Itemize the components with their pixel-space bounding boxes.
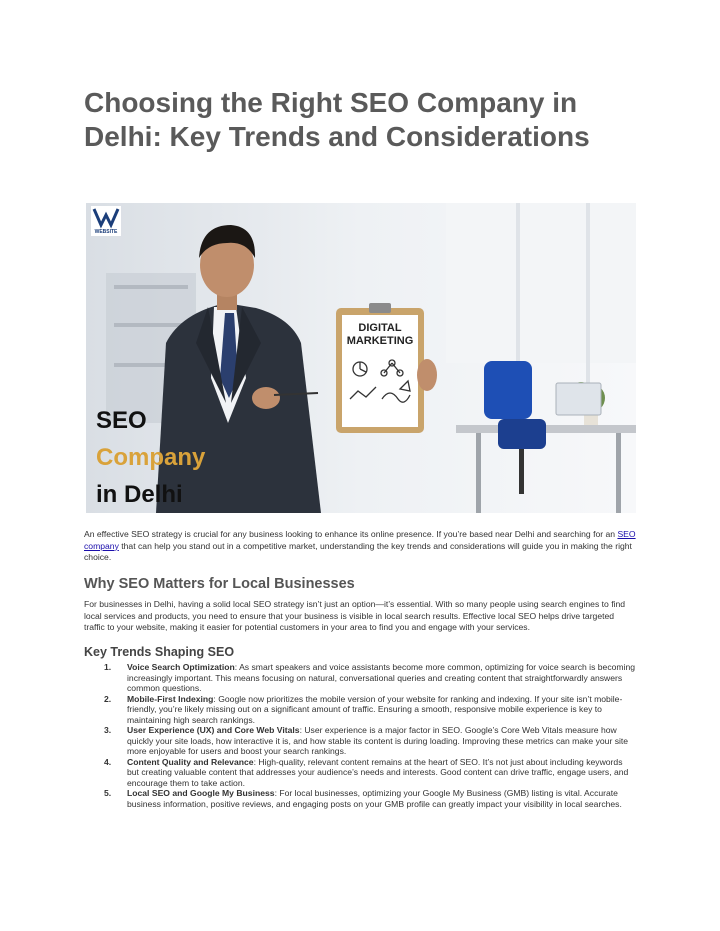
list-item-text: : As smart speakers and voice assistants become more common, optimizing for voice search is becoming increasingly important. This means focusing on natural, conversational queries and creating content that straightforwardly answers common questions. — [127, 662, 636, 693]
section-paragraph-why-seo: For businesses in Delhi, having a solid local SEO strategy isn’t just an option—it’s essential. With so many people using search engines to find local services and products, you need to ensure that your business is visible in local search results. Effective local SEO helps drive targeted traffic to your website, making it easier for potential customers in your area to find you and engage with your services. — [84, 599, 626, 633]
section-heading-key-trends: Key Trends Shaping SEO — [84, 645, 235, 659]
list-item-text: : User experience is a major factor in SEO. Google’s Core Web Vitals measure how quickly your site loads, how interactive it is, and how stable its content is during loading. Improving these metrics can make your site more enjoyable for users and boost your search rankings. — [127, 725, 629, 756]
seo-company-link[interactable]: SEO company — [84, 529, 636, 551]
section-heading-why-seo: Why SEO Matters for Local Businesses — [84, 576, 355, 592]
page-title: Choosing the Right SEO Company in Delhi: Key Trends and Considerations — [84, 87, 590, 152]
list-number: 3. — [104, 725, 112, 735]
list-item-text: : Google now prioritizes the mobile version of your website for ranking and indexing. If your site isn’t mobile-friendly, you’re likely missing out on a significant amount of traffic. Ensuring a smooth, responsive mobile experience is key to maintaining high search rankings. — [127, 693, 623, 725]
list-item — [84, 694, 636, 726]
intro-text-before: An effective SEO strategy is crucial for any business looking to enhance its online presence. If you’re based near Delhi and searching for an — [84, 529, 616, 539]
hero-overlay-line1: SEO — [96, 407, 147, 434]
intro-text-after: that can help you stand out in a competitive market, understanding the key trends and considerations will guide you in making the right choice. — [84, 540, 632, 563]
list-item-text: : For local businesses, optimizing your Google My Business (GMB) listing is vital. Accurate business information, positive reviews, and engaging posts on your GMB profile can greatly impact your visibility in local searches. — [127, 788, 622, 809]
hero-illustration — [86, 203, 636, 513]
list-item — [84, 788, 636, 809]
hero-image — [86, 203, 636, 513]
list-item — [84, 725, 636, 757]
list-item — [84, 757, 636, 789]
clipboard-line2: MARKETING — [346, 335, 414, 347]
list-number: 5. — [104, 788, 112, 798]
list-item-title: Voice Search Optimization — [127, 662, 235, 672]
trend-list — [84, 662, 636, 809]
list-number: 4. — [104, 756, 112, 767]
list-number: 1. — [104, 662, 112, 672]
list-item-title: Local SEO and Google My Business — [127, 788, 275, 798]
clipboard-line1: DIGITAL — [358, 322, 402, 334]
intro-paragraph — [84, 529, 636, 564]
list-item — [84, 662, 636, 694]
list-item-title: User Experience (UX) and Core Web Vitals — [127, 725, 300, 735]
list-item-title: Mobile-First Indexing — [127, 693, 214, 704]
hero-overlay-line3: in Delhi — [96, 481, 183, 508]
logo-text: WEBSITE — [94, 229, 118, 235]
list-item-text: : High-quality, relevant content remains at the heart of SEO. It’s not just about including keywords but creating valuable content that addresses your audience’s needs and interests. Good content can drive traffic, engage users, and encourage them to take action. — [127, 756, 629, 788]
list-item-title: Content Quality and Relevance — [127, 756, 254, 767]
hero-overlay-line2: Company — [96, 444, 206, 471]
list-number: 2. — [104, 693, 112, 704]
